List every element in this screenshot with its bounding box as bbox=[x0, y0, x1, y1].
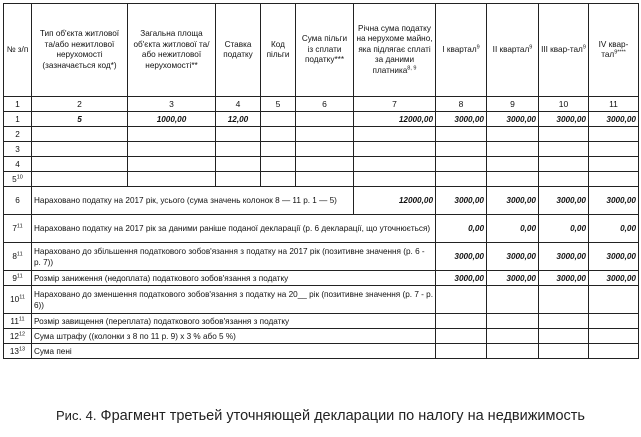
row-label: Нараховано податку на 2017 рік за даними раніше поданої декларації (р. 6 декларації, що уточнюється) bbox=[32, 215, 436, 243]
row-number: $11^{11}$ bbox=[4, 314, 32, 329]
q1-cell: 3000,00 bbox=[436, 243, 487, 271]
q3-cell: 3000,00 bbox=[539, 187, 589, 215]
col-number: 11 bbox=[589, 97, 639, 112]
col-number: 1 bbox=[4, 97, 32, 112]
benefit-code-cell bbox=[261, 112, 296, 127]
col-number: 9 bbox=[487, 97, 539, 112]
figure-number: Рис. 4. bbox=[56, 408, 97, 423]
row-number: $8^{11}$ bbox=[4, 243, 32, 271]
table-row-11 bbox=[4, 314, 639, 329]
table-row-9 bbox=[4, 271, 639, 286]
table-row-13 bbox=[4, 344, 639, 359]
col-number: 8 bbox=[436, 97, 487, 112]
row-label: Розмір заниження (недоплата) податкового зобов'язання з податку bbox=[32, 271, 436, 286]
column-numbers-row bbox=[4, 97, 639, 112]
q3-cell: 0,00 bbox=[539, 215, 589, 243]
table-row-12 bbox=[4, 329, 639, 344]
row-label: Нараховано до збільшення податкового зобов'язання з податку на 2017 рік (позитивне значення (р. 6 - р. 7)) bbox=[32, 243, 436, 271]
header-benefit-code: Код пільги bbox=[261, 4, 296, 97]
table-row-4 bbox=[4, 157, 639, 172]
q1-cell: 3000,00 bbox=[436, 271, 487, 286]
q3-cell: 3000,00 bbox=[539, 271, 589, 286]
row-label: Нараховано до зменшення податкового зобов'язання з податку на 20__ рік (позитивне значення (р. 7 - р. 6)) bbox=[32, 286, 436, 314]
header-q4: IV квар-тал$^{9****}$ bbox=[589, 4, 639, 97]
figure-caption bbox=[0, 408, 641, 424]
annual-tax-cell: 12000,00 bbox=[354, 187, 436, 215]
header-total-area: Загальна площа об'єкта житлової та/або нежитлової нерухомості** bbox=[128, 4, 216, 97]
q3-cell: 3000,00 bbox=[539, 243, 589, 271]
table-row-7 bbox=[4, 215, 639, 243]
q4-cell: 3000,00 bbox=[589, 187, 639, 215]
q3-cell: 3000,00 bbox=[539, 112, 589, 127]
q4-cell: 3000,00 bbox=[589, 243, 639, 271]
col-number: 2 bbox=[32, 97, 128, 112]
row-number: $13^{13}$ bbox=[4, 344, 32, 359]
col-number: 7 bbox=[354, 97, 436, 112]
col-number: 3 bbox=[128, 97, 216, 112]
row-label: Сума пені bbox=[32, 344, 436, 359]
row-number: $12^{12}$ bbox=[4, 329, 32, 344]
header-row bbox=[4, 4, 639, 97]
header-benefit-amount: Сума пільги із сплати податку*** bbox=[296, 4, 354, 97]
header-object-type: Тип об'єкта житлової та/або нежитлової нерухомості (зазначається код*) bbox=[32, 4, 128, 97]
table-row-3 bbox=[4, 142, 639, 157]
declaration-table bbox=[3, 3, 639, 359]
q2-cell: 3000,00 bbox=[487, 271, 539, 286]
row-number: $7^{11}$ bbox=[4, 215, 32, 243]
col-number: 5 bbox=[261, 97, 296, 112]
table-row-10 bbox=[4, 286, 639, 314]
rate-cell: 12,00 bbox=[216, 112, 261, 127]
q2-cell: 3000,00 bbox=[487, 243, 539, 271]
row-number: $5^{10}$ bbox=[4, 172, 32, 187]
row-number: $9^{11}$ bbox=[4, 271, 32, 286]
row-label: Сума штрафу ((колонки з 8 по 11 р. 9) х 3 % або 5 %) bbox=[32, 329, 436, 344]
q4-cell: 3000,00 bbox=[589, 271, 639, 286]
row-number: 6 bbox=[4, 187, 32, 215]
header-number: № з/п bbox=[4, 4, 32, 97]
figure-caption-text: Фрагмент третьей уточняющей декларации по налогу на недвижимость bbox=[100, 408, 585, 424]
benefit-amount-cell bbox=[296, 112, 354, 127]
header-annual-tax: Річна сума податку на нерухоме майно, яка підлягає сплаті за даними платника$^{8, 9}$ bbox=[354, 4, 436, 97]
annual-tax-cell: 12000,00 bbox=[354, 112, 436, 127]
q1-cell: 0,00 bbox=[436, 215, 487, 243]
header-q3: III квар-тал$^9$ bbox=[539, 4, 589, 97]
table-row-8 bbox=[4, 243, 639, 271]
row-number: $10^{11}$ bbox=[4, 286, 32, 314]
header-q1: I квартал$^9$ bbox=[436, 4, 487, 97]
col-number: 10 bbox=[539, 97, 589, 112]
q2-cell: 3000,00 bbox=[487, 187, 539, 215]
header-tax-rate: Ставка податку bbox=[216, 4, 261, 97]
row-number: 2 bbox=[4, 127, 32, 142]
q4-cell: 3000,00 bbox=[589, 112, 639, 127]
table-row-2 bbox=[4, 127, 639, 142]
table-row-1 bbox=[4, 112, 639, 127]
row-number: 4 bbox=[4, 157, 32, 172]
row-number: 3 bbox=[4, 142, 32, 157]
q2-cell: 3000,00 bbox=[487, 112, 539, 127]
row-label: Нараховано податку на 2017 рік, усього (сума значень колонок 8 — 11 р. 1 — 5) bbox=[32, 187, 354, 215]
q1-cell: 3000,00 bbox=[436, 112, 487, 127]
table-row-5 bbox=[4, 172, 639, 187]
q4-cell: 0,00 bbox=[589, 215, 639, 243]
q2-cell: 0,00 bbox=[487, 215, 539, 243]
header-q2: II квартал$^9$ bbox=[487, 4, 539, 97]
col-number: 6 bbox=[296, 97, 354, 112]
col-number: 4 bbox=[216, 97, 261, 112]
row-label: Розмір завищення (переплата) податкового зобов'язання з податку bbox=[32, 314, 436, 329]
object-type-cell: 5 bbox=[32, 112, 128, 127]
q1-cell: 3000,00 bbox=[436, 187, 487, 215]
table-row-6 bbox=[4, 187, 639, 215]
row-number: 1 bbox=[4, 112, 32, 127]
area-cell: 1000,00 bbox=[128, 112, 216, 127]
